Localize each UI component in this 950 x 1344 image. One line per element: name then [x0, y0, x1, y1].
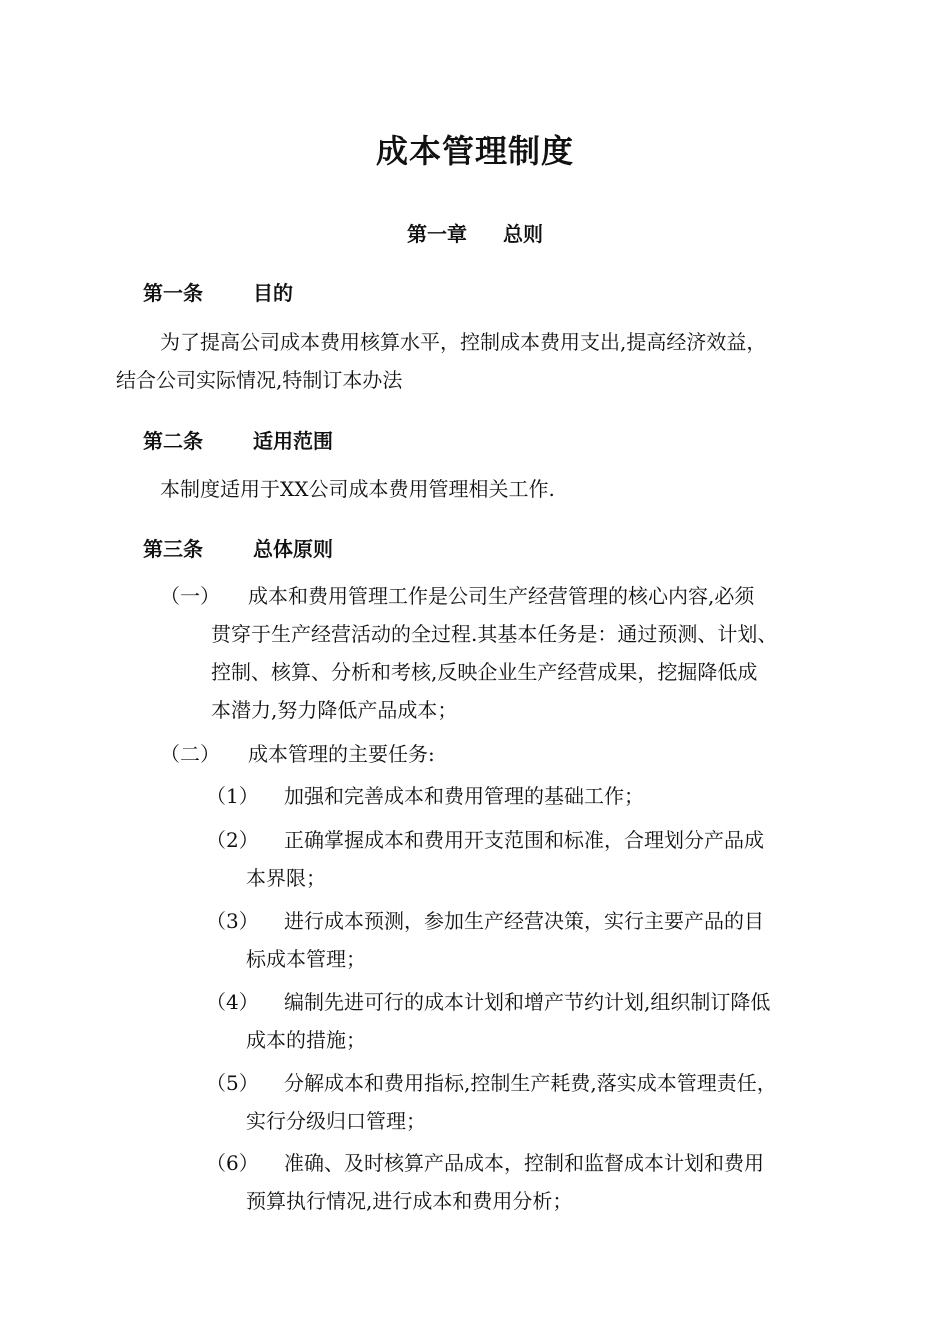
task-label: （4）: [206, 990, 259, 1014]
task-label: （3）: [206, 909, 259, 933]
task-line: 正确掌握成本和费用开支范围和标准，合理划分产品成: [284, 828, 764, 852]
paragraph-line: 本制度适用于XX公司成本费用管理相关工作.: [160, 477, 555, 501]
chapter-name: 总则: [503, 222, 543, 246]
task-line: 成本的措施；: [246, 1028, 366, 1052]
task-line: 准确、及时核算产品成本，控制和监督成本计划和费用: [284, 1151, 764, 1175]
article-name: 适用范围: [253, 429, 333, 453]
task-item-4: [206, 983, 770, 1059]
principle-line: 贯穿于生产经营活动的全过程.其基本任务是：通过预测、计划、: [211, 622, 778, 646]
article-number: 第三条: [143, 537, 203, 561]
task-line: 分解成本和费用指标,控制生产耗费,落实成本管理责任，: [284, 1071, 777, 1095]
article-1-heading: [143, 277, 293, 306]
principle-label: （二）: [160, 742, 220, 766]
task-item-5: [206, 1064, 777, 1140]
task-label: （2）: [206, 828, 259, 852]
paragraph-line: 为了提高公司成本费用核算水平，控制成本费用支出,提高经济效益，: [160, 330, 767, 354]
task-label: （1）: [206, 784, 259, 808]
task-label: （6）: [206, 1151, 259, 1175]
article-number: 第一条: [143, 281, 203, 305]
task-item-2: [206, 821, 764, 897]
principle-item-2: [160, 735, 435, 773]
task-line: 编制先进可行的成本计划和增产节约计划,组织制订降低: [284, 990, 771, 1014]
chapter-number: 第一章: [407, 222, 467, 246]
task-item-6: [206, 1144, 764, 1220]
principle-line: 成本管理的主要任务:: [248, 742, 435, 766]
article-2-heading: [143, 425, 333, 454]
principle-line: 控制、核算、分析和考核,反映企业生产经营成果，挖掘降低成: [211, 660, 758, 684]
article-name: 目的: [253, 281, 293, 305]
article-name: 总体原则: [253, 537, 333, 561]
task-line: 进行成本预测，参加生产经营决策，实行主要产品的目: [284, 909, 764, 933]
task-item-1: [206, 777, 644, 815]
task-label: （5）: [206, 1071, 259, 1095]
principle-item-1: [160, 577, 777, 729]
principle-line: 成本和费用管理工作是公司生产经营管理的核心内容,必须: [248, 584, 755, 608]
task-line: 加强和完善成本和费用管理的基础工作；: [284, 784, 644, 808]
task-line: 实行分级归口管理；: [246, 1109, 426, 1133]
task-line: 标成本管理；: [246, 947, 366, 971]
principle-label: （一）: [160, 584, 220, 608]
task-line: 预算执行情况,进行成本和费用分析；: [246, 1189, 573, 1213]
article-2-body: [160, 470, 555, 508]
chapter-heading: [0, 218, 950, 247]
task-line: 本界限；: [246, 866, 326, 890]
principle-line: 本潜力,努力降低产品成本；: [211, 698, 458, 722]
document-title: 成本管理制度: [375, 132, 574, 170]
paragraph-line: 结合公司实际情况,特制订本办法: [116, 368, 403, 392]
task-item-3: [206, 902, 764, 978]
article-number: 第二条: [143, 429, 203, 453]
article-1-body: [116, 323, 766, 399]
article-3-heading: [143, 533, 333, 562]
